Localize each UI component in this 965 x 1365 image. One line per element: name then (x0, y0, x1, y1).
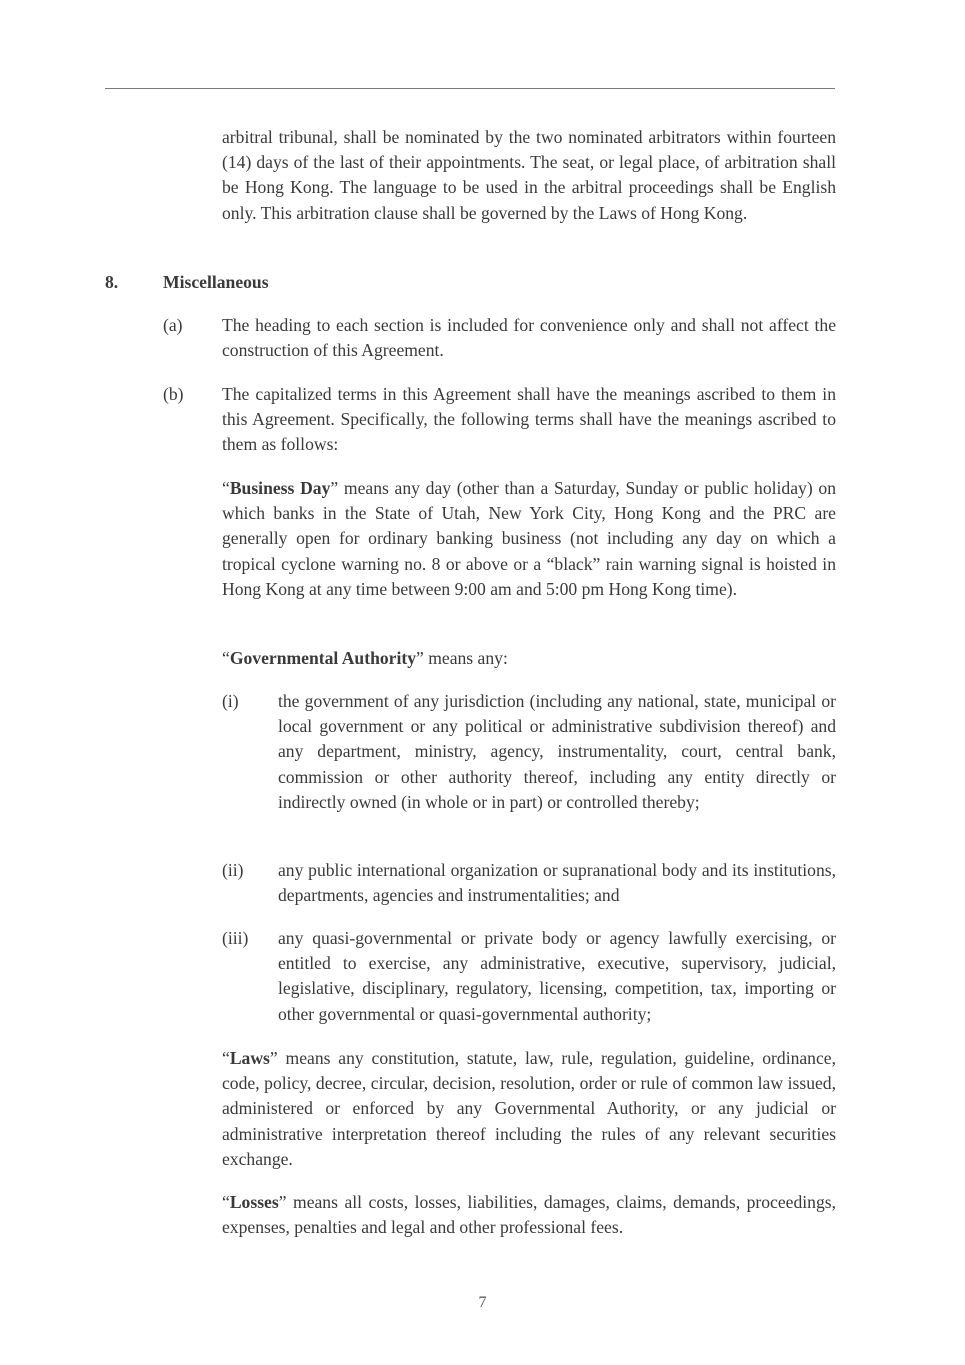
section-number: 8. (105, 272, 119, 292)
gov-item-text: any quasi-governmental or private body or agency lawfully exercising, or entitled to exercise, any administrative, executive, supervisory, judicial, legislative, disciplinary, regulatory, licensing, competition, tax, importing or other governmental or quasi-governmental authority; (278, 928, 836, 1024)
definition-business-day (222, 476, 836, 602)
definition-text: ” means any day (other than a Saturday, Sunday or public holiday) on which banks in the State of Utah, New York City, Hong Kong and the PRC are generally open for ordinary banking business (not including any day on which a tropical cyclone warning no. 8 or above or a “black” rain warning signal is hoisted in Hong Kong at any time between 9:00 am and 5:00 pm Hong Kong time). (222, 478, 836, 599)
clause-a-text: The heading to each section is included for convenience only and shall not affect the construction of this Agreement. (222, 315, 836, 361)
page-number: 7 (478, 1294, 487, 1311)
open-quote: “ (222, 1048, 230, 1068)
definition-text: ” means all costs, losses, liabilities, damages, claims, demands, proceedings, expenses, penalties and legal and other professional fees. (222, 1192, 836, 1238)
gov-item-label: (i) (222, 691, 239, 711)
gov-item-label: (iii) (222, 928, 249, 948)
intro-paragraph: arbitral tribunal, shall be nominated by the two nominated arbitrators within fourteen (14) days of the last of their appointments. The seat, or legal place, of arbitration shall be Hong Kong. The language to be used in the arbitral proceedings shall be English only. This arbitration clause shall be governed by the Laws of Hong Kong. (222, 127, 836, 223)
open-quote: “ (222, 648, 230, 668)
term-governmental-authority: Governmental Authority (229, 648, 416, 668)
definition-governmental-authority (222, 646, 836, 671)
clause-b-text: The capitalized terms in this Agreement shall have the meanings ascribed to them in this Agreement. Specifically, the following terms shall have the meanings ascribed to them as follows: (222, 384, 836, 455)
gov-item-text: any public international organization or supranational body and its institutions, departments, agencies and instrumentalities; and (278, 860, 836, 906)
definition-text: ” means any constitution, statute, law, rule, regulation, guideline, ordinance, code, policy, decree, circular, decision, resolution, order or rule of common law issued, administered or enforced by any Governmental Authority, or any judicial or administrative interpretation thereof including the rules of any relevant securities exchange. (222, 1048, 836, 1169)
gov-item-text: the government of any jurisdiction (including any national, state, municipal or local government or any political or administrative subdivision thereof) and any department, ministry, agency, instrumentality, court, central bank, commission or other authority thereof, including any entity directly or indirectly owned (in whole or in part) or controlled thereby; (278, 691, 836, 812)
gov-item-label: (ii) (222, 860, 244, 880)
definition-text: ” means any: (416, 648, 508, 668)
open-quote: “ (222, 1192, 230, 1212)
header-rule (105, 88, 835, 89)
section-title: Miscellaneous (163, 272, 269, 292)
clause-a-label: (a) (163, 315, 183, 335)
definition-laws (222, 1046, 836, 1172)
term-losses: Losses (229, 1192, 279, 1212)
term-business-day: Business Day (229, 478, 331, 498)
term-laws: Laws (229, 1048, 270, 1068)
definition-losses (222, 1190, 836, 1240)
clause-b-label: (b) (163, 384, 184, 404)
open-quote: “ (222, 478, 230, 498)
